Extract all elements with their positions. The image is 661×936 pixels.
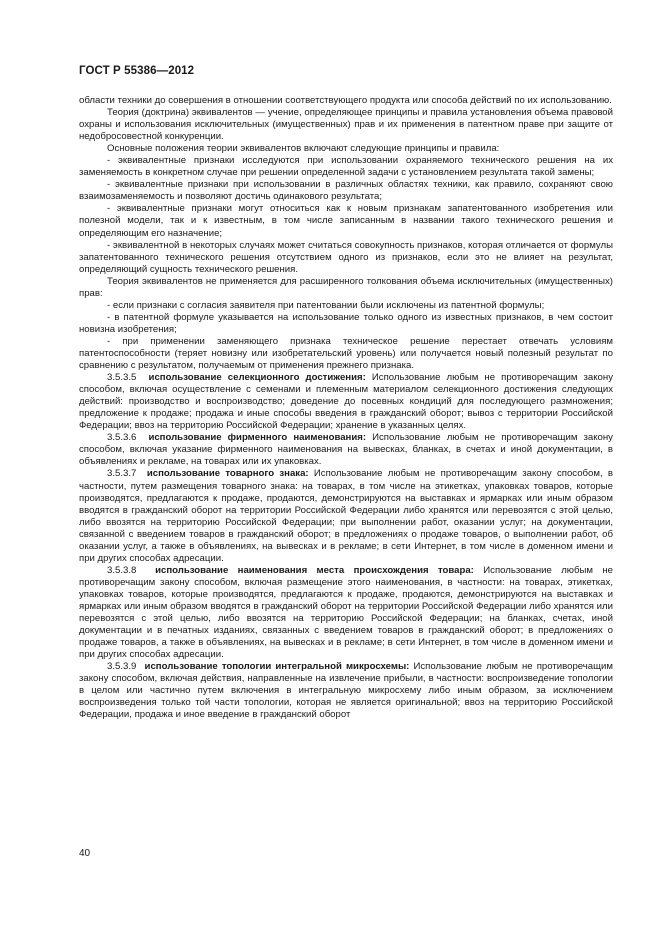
clause-3-5-3-5 — [79, 372, 613, 432]
list-item: - при применении заменяющего признака техническое решение перестает отвечать условиям патентоспособности (теряет новизну или изобретательский уровень) или получается новый полезный результат по сравнению с результатом, получаемым от применения прежнего признака. — [79, 335, 613, 372]
clause-text: Использование любым не противоречащим закону способом, включая действия, направленные на извлечение прибыли, в частности: воспроизведение топологии в целом или частично путем включения в интегральную микросхему либо иным образом, за исключением воспроизведения только той части топологии, которая не является оригинальной; ввоз на территорию Российской Федерации, продажа и иное введение в гражданский оборот — [79, 661, 613, 721]
list-item: - эквивалентные признаки при использовании в различных областях техники, как правило, сохраняют свою взаимозаменяемость и позволяют достичь одинакового результата; — [79, 179, 613, 203]
clause-number: 3.5.3.8 — [107, 564, 137, 576]
clause-text: Использование любым не противоречащим закону способом, включая осуществление с семенами и племенным материалом селекционного достижения следующих действий: производство и воспроизводство; доведение до посевных кондиций для последующего размножения; предложение к продаже; продажа и иные способы введения в гражданский оборот; вывоз с территории Российской Федерации; ввоз на территорию Российской Федерации; хранение в указанных целях. — [79, 372, 613, 432]
paragraph: Основные положения теории эквивалентов включают следующие принципы и правила: — [107, 143, 500, 155]
clause-3-5-3-7 — [79, 468, 613, 564]
list-item: - эквивалентной в некоторых случаях может считаться совокупность признаков, которая отличается от формулы запатентованного технического решения отсутствием одного из признаков, если это не влияет на результат, определяющий сущность технического решения. — [79, 239, 613, 275]
clause-number: 3.5.3.6 — [107, 432, 137, 444]
clause-3-5-3-8 — [79, 565, 613, 661]
clause-term: использование наименования места происхождения товара: — [155, 564, 474, 576]
document-body — [79, 95, 613, 721]
clause-text: Использование любым не противоречащим закону способом, включая размещение этого наименования, в частности: на товарах, этикетках, упаковках товаров, которые производятся, предлагаются к продаже, продаются, демонстрируются на выставках и ярмарках или иным образом вводятся в гражданский оборот на территории Российской Федерации либо хранятся или перевозятся с этой целью, либо ввозятся на территорию Российской Федерации; на бланках, счетах, иной документации и в печатных изданиях, связанных с введением товаров в гражданский оборот; в предложениях о продаже товаров, а также в объявлениях, на вывесках и в рекламе; в сети Интернет, в том числе в доменном имени и при других способах адресации. — [79, 564, 614, 661]
list-item: - эквивалентные признаки исследуются при использовании охраняемого технического решения на их заменяемость в конкретном случае при решении определенной задачи с установлением результата такой замены; — [79, 155, 613, 179]
page-number: 40 — [79, 848, 91, 859]
clause-number: 3.5.3.7 — [107, 468, 137, 480]
paragraph: Теория (доктрина) эквивалентов — учение, определяющее принципы и правила установления объема правовой охраны и использования исключительных (имущественных) прав и их применения в патентном праве при защите от недобросовестной конкуренции. — [79, 107, 613, 143]
clause-term: использование селекционного достижения: — [148, 372, 366, 384]
clause-number: 3.5.3.5 — [107, 372, 137, 384]
list-item: - если признаки с согласия заявителя при патентовании были исключены из патентной формулы; — [107, 299, 545, 311]
clause-text: Использование любым не противоречащим закону способом, включая указание фирменного наименования на вывесках, бланках, в счетах и иной документации, в объявлениях и рекламе, на товарах или их упаковках. — [79, 432, 613, 468]
paragraph: области техники до совершения в отношении соответствующего продукта или способа действий по их использованию. — [79, 95, 612, 106]
clause-number: 3.5.3.9 — [107, 661, 137, 673]
paragraph: Теория эквивалентов не применяется для расширенного толкования объема исключительных (имущественных) прав: — [79, 275, 613, 299]
document-header: ГОСТ Р 55386—2012 — [79, 65, 195, 77]
clause-3-5-3-9 — [79, 661, 613, 721]
clause-term: использование товарного знака: — [146, 468, 309, 480]
list-item: - эквивалентные признаки могут относиться как к новым признакам запатентованного изобретения или полезной модели, так и к известным, в том числе записанным в названии такого технического решения и определяющим его назначение; — [79, 203, 613, 239]
clause-text: Использование любым не противоречащим закону способом, в частности, путем размещения товарного знака: на товарах, в том числе на этикетках, упаковках товаров, которые производятся, предлагаются к продаже, продаются, демонстрируются на выставках и ярмарках или иным образом вводятся в гражданский оборот на территории Российской Федерации либо хранятся или перевозятся с этой целью, либо ввозятся на территорию Российской Федерации; при выполнении работ, оказании услуг; на документации, связанной с введением товаров в гражданский оборот; в предложениях о продаже товаров, о выполнении работ, об оказании услуг, а также в объявлениях, на вывесках и в рекламе; в сети Интернет, в том числе в доменном имени и при других способах адресации. — [79, 468, 613, 564]
list-item: - в патентной формуле указывается на использование только одного из известных признаков, в чем состоит новизна изобретения; — [79, 311, 613, 335]
clause-term: использование фирменного наименования: — [148, 432, 367, 444]
clause-3-5-3-6 — [79, 432, 613, 468]
clause-term: использование топологии интегральной микросхемы: — [144, 661, 410, 673]
